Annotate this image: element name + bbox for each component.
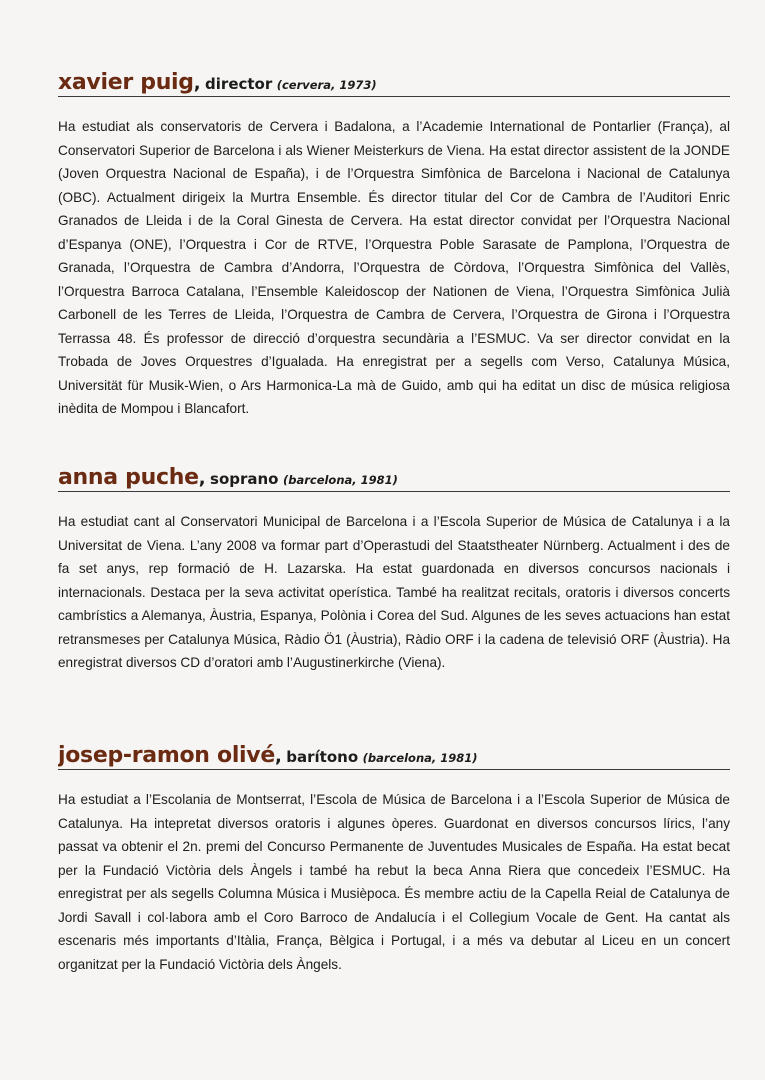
- bio-xavier-puig: [58, 70, 730, 421]
- performer-origin: (cervera, 1973): [276, 78, 377, 92]
- bio-text: Ha estudiat als conservatoris de Cervera i Badalona, a l’Academie International de Pontarlier (França), al Conservatori Superior de Barcelona i als Wiener Meisterkurs de Viena. Ha estat director assistent de la JONDE (Joven Orquestra Nacional de España), i de l’Orquestra Simfònica de Barcelona i Nacional de Catalunya (OBC). Actualment dirigeix la Murtra Ensemble. És director titular del Cor de Cambra de l’Auditori Enric Granados de Lleida i de la Coral Ginesta de Cervera. Ha estat director convidat per l’Orquestra Nacional d’Espanya (ONE), l’Orquestra i Cor de RTVE, l’Orquestra Poble Sarasate de Pamplona, l’Orquestra de Granada, l’Orquestra de Cambra d’Andorra, l’Orquestra de Còrdova, l’Orquestra Simfònica del Vallès, l’Orquestra Barroca Catalana, l’Ensemble Kaleidoscop der Nationen de Viena, l’Orquestra Simfònica Julià Carbonell de les Terres de Lleida, l’Orquestra de Cambra de Cervera, l’Orquestra de Girona i l’Orquestra Terrassa 48. És professor de direcció d’orquestra secundària a l’ESMUC. Va ser director convidat en la Trobada de Joves Orquestres d’Igualada. Ha enregistrat per a segells com Verso, Catalunya Música, Universität für Musik-Wien, o Ars Harmonica-La mà de Guido, amb qui ha editat un disc de música religiosa inèdita de Mompou i Blancafort.: [58, 119, 730, 416]
- performer-name: josep-ramon olivé: [58, 743, 275, 768]
- bio-header: xavier puig, director (cervera, 1973): [58, 70, 730, 97]
- performer-role: soprano: [210, 470, 279, 488]
- bio-josep-ramon-olive: [58, 743, 730, 976]
- bio-text: Ha estudiat a l’Escolania de Montserrat, l’Escola de Música de Barcelona i a l’Escola Superior de Música de Catalunya. Ha intepretat diversos oratoris i algunes òperes. Guardonat en diversos concursos lírics, l’any passat va obtenir el 2n. premi del Concurso Permanente de Juventudes Musicales de España. Ha estat becat per la Fundació Victòria dels Àngels i també ha rebut la beca Anna Riera que concedeix l’ESMUC. Ha enregistrat per als segells Columna Música i Musièpoca. És membre actiu de la Capella Reial de Catalunya de Jordi Savall i col·labora amb el Coro Barroco de Andalucía i el Collegium Vocale de Gent. Ha cantat als escenaris més importants d’Itàlia, França, Bèlgica i Portugal, i a més va debutar al Liceu en un concert organitzat per la Fundació Victòria dels Àngels.: [58, 792, 730, 972]
- performer-origin: (barcelona, 1981): [362, 751, 478, 765]
- bio-anna-puche: [58, 465, 730, 675]
- bio-header: josep-ramon olivé, barítono (barcelona, 1981): [58, 743, 730, 770]
- bio-text: Ha estudiat cant al Conservatori Municipal de Barcelona i a l’Escola Superior de Música de Catalunya i a la Universitat de Viena. L’any 2008 va formar part d’Operastudi del Staatstheater Nürnberg. Actualment i des de fa set anys, rep formació de H. Lazarska. Ha estat guardonada en diversos concursos nacionals i internacionals. Destaca per la seva activitat operística. També ha realitzat recitals, oratoris i diversos concerts cambrístics a Alemanya, Àustria, Espanya, Polònia i Corea del Sud. Algunes de les seves actuacions han estat retransmeses per Catalunya Música, Ràdio Ö1 (Àustria), Ràdio ORF i la cadena de televisió ORF (Àustria). Ha enregistrat diversos CD d’oratori amb l’Augustinerkirche (Viena).: [58, 514, 730, 670]
- performer-role: director: [205, 75, 273, 93]
- performer-origin: (barcelona, 1981): [282, 473, 398, 487]
- performer-name: anna puche: [58, 465, 199, 490]
- bio-header: anna puche, soprano (barcelona, 1981): [58, 465, 730, 492]
- performer-role: barítono: [286, 748, 359, 766]
- performer-name: xavier puig: [58, 70, 194, 95]
